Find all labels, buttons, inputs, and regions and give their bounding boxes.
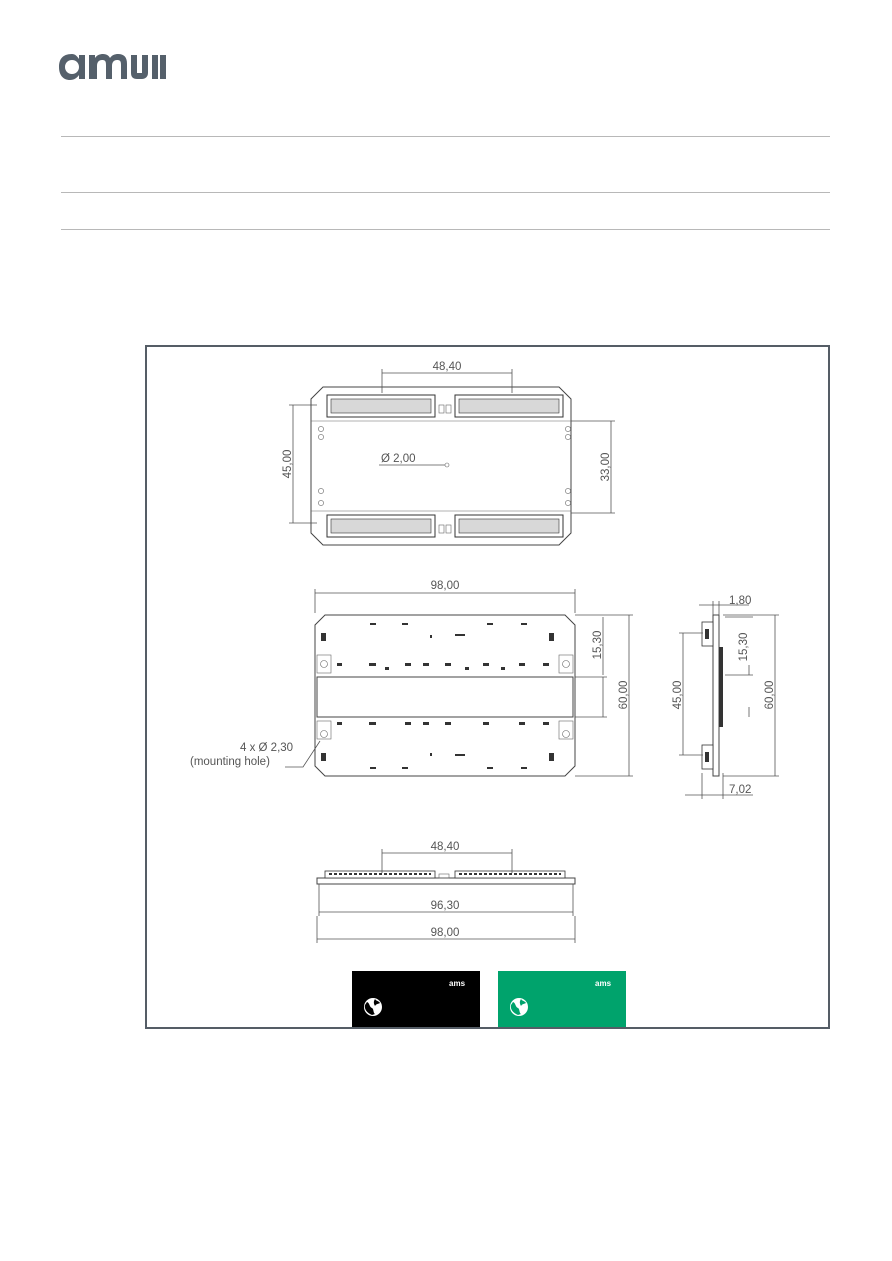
header-rule-3 (61, 229, 830, 230)
dim-side-height: 60,00 (764, 680, 776, 710)
dim-front-connector-pitch: 48,40 (430, 841, 460, 853)
badge-green (498, 971, 626, 1027)
mechanical-drawing-frame (145, 345, 830, 1029)
dim-side-offset: 15,30 (738, 632, 750, 662)
bottom-view (190, 580, 633, 776)
dim-top-pin-diameter: Ø 2,00 (381, 453, 416, 465)
dim-top-hole-spacing-right: 33,00 (600, 452, 612, 482)
dim-front-width: 98,00 (430, 927, 460, 939)
mounting-note-line2: (mounting hole) (190, 756, 270, 768)
globe-icon (364, 998, 382, 1016)
mounting-note-line1: 4 x Ø 2,30 (240, 742, 294, 754)
ams-logo-icon (595, 979, 612, 988)
dim-bottom-width: 98,00 (430, 580, 460, 592)
dim-side-thickness: 1,80 (729, 595, 752, 607)
front-view (317, 841, 575, 943)
globe-icon (510, 998, 528, 1016)
svg-text:ams: ams (595, 979, 612, 988)
header-rule-1 (61, 136, 830, 137)
top-view (282, 361, 615, 545)
svg-text:ams: ams (449, 979, 466, 988)
dim-top-hole-spacing-left: 45,00 (282, 449, 294, 479)
badge-black (352, 971, 480, 1027)
ams-logo-icon (449, 979, 466, 988)
header-rule-2 (61, 192, 830, 193)
mechanical-drawing (147, 347, 828, 1027)
dim-bottom-height: 60,00 (618, 680, 630, 710)
ams-logo-icon (58, 46, 170, 86)
dim-bottom-edge-offset: 15,30 (592, 630, 604, 660)
dim-side-hole-spacing: 45,00 (672, 680, 684, 710)
dim-front-inner-width: 96,30 (430, 900, 460, 912)
dim-side-depth: 7,02 (729, 784, 752, 796)
side-view (672, 595, 779, 799)
dim-top-connector-pitch: 48,40 (432, 361, 462, 373)
